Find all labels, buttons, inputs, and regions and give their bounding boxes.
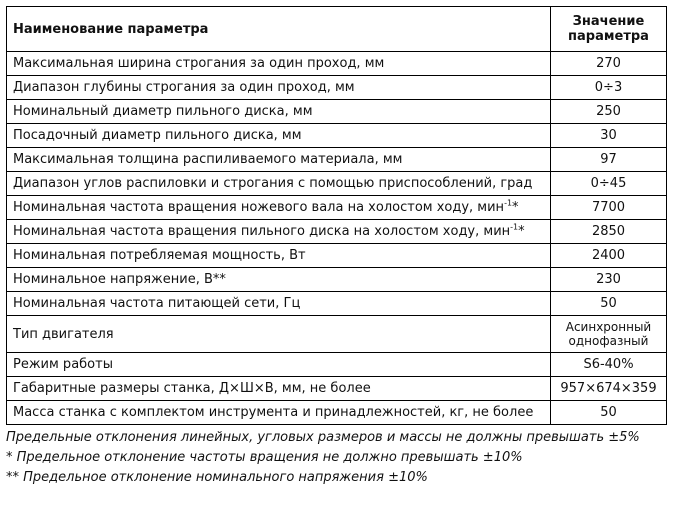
header-value-line2: параметра <box>568 29 649 44</box>
table-row <box>7 76 667 100</box>
row-name <box>7 196 551 220</box>
table-row <box>7 172 667 196</box>
row-name <box>7 220 551 244</box>
note-tolerance-rotation: * Предельное отклонение частоты вращения не должно превышать ±10% <box>6 450 523 465</box>
row-value: 250 <box>551 100 667 124</box>
row-name-text: Номинальная частота вращения ножевого вала на холостом ходу, мин <box>13 200 505 215</box>
row-name-superscript: -1 <box>504 198 513 208</box>
row-value: 2850 <box>551 220 667 244</box>
table-row <box>7 148 667 172</box>
header-parameter-value <box>551 7 667 52</box>
row-name: Максимальная толщина распиливаемого материала, мм <box>7 148 551 172</box>
row-name: Режим работы <box>7 353 551 377</box>
row-name-text: Номинальная частота вращения пильного диска на холостом ходу, мин <box>13 224 511 239</box>
row-name-suffix: * <box>518 224 525 239</box>
row-name: Посадочный диаметр пильного диска, мм <box>7 124 551 148</box>
row-name: Номинальный диаметр пильного диска, мм <box>7 100 551 124</box>
note-tolerance-voltage: ** Предельное отклонение номинального напряжения ±10% <box>6 470 428 485</box>
row-value <box>551 316 667 353</box>
table-row <box>7 377 667 401</box>
row-value: 30 <box>551 124 667 148</box>
table-row <box>7 316 667 353</box>
table-notes <box>6 428 666 488</box>
row-value: 0÷45 <box>551 172 667 196</box>
row-value: 7700 <box>551 196 667 220</box>
row-name: Диапазон углов распиловки и строгания с помощью приспособлений, град <box>7 172 551 196</box>
note-tolerance-general: Предельные отклонения линейных, угловых размеров и массы не должны превышать ±5% <box>6 430 640 445</box>
table-row <box>7 244 667 268</box>
row-name-suffix: * <box>512 200 519 215</box>
header-value-line1: Значение <box>572 14 645 29</box>
row-name: Максимальная ширина строгания за один проход, мм <box>7 52 551 76</box>
row-value: 270 <box>551 52 667 76</box>
table-row <box>7 401 667 425</box>
row-name: Тип двигателя <box>7 316 551 353</box>
row-name: Номинальное напряжение, В** <box>7 268 551 292</box>
specifications-block <box>6 6 666 488</box>
row-name-superscript: -1 <box>510 222 519 232</box>
header-parameter-name: Наименование параметра <box>7 7 551 52</box>
row-name: Номинальная потребляемая мощность, Вт <box>7 244 551 268</box>
table-row <box>7 52 667 76</box>
row-name: Масса станка с комплектом инструмента и принадлежностей, кг, не более <box>7 401 551 425</box>
parameters-table <box>6 6 667 425</box>
table-row <box>7 196 667 220</box>
table-row <box>7 292 667 316</box>
row-value: 0÷3 <box>551 76 667 100</box>
row-value: 230 <box>551 268 667 292</box>
row-value: S6-40% <box>551 353 667 377</box>
row-value: 2400 <box>551 244 667 268</box>
row-value: 97 <box>551 148 667 172</box>
table-row <box>7 268 667 292</box>
table-row <box>7 220 667 244</box>
row-name: Диапазон глубины строгания за один проход, мм <box>7 76 551 100</box>
row-name: Номинальная частота питающей сети, Гц <box>7 292 551 316</box>
row-value: 957×674×359 <box>551 377 667 401</box>
row-value-line2: однофазный <box>568 334 649 348</box>
table-header-row <box>7 7 667 52</box>
row-name: Габаритные размеры станка, Д×Ш×В, мм, не более <box>7 377 551 401</box>
row-value: 50 <box>551 401 667 425</box>
table-row <box>7 124 667 148</box>
table-row <box>7 100 667 124</box>
table-row <box>7 353 667 377</box>
row-value: 50 <box>551 292 667 316</box>
row-value-line1: Асинхронный <box>565 320 652 334</box>
